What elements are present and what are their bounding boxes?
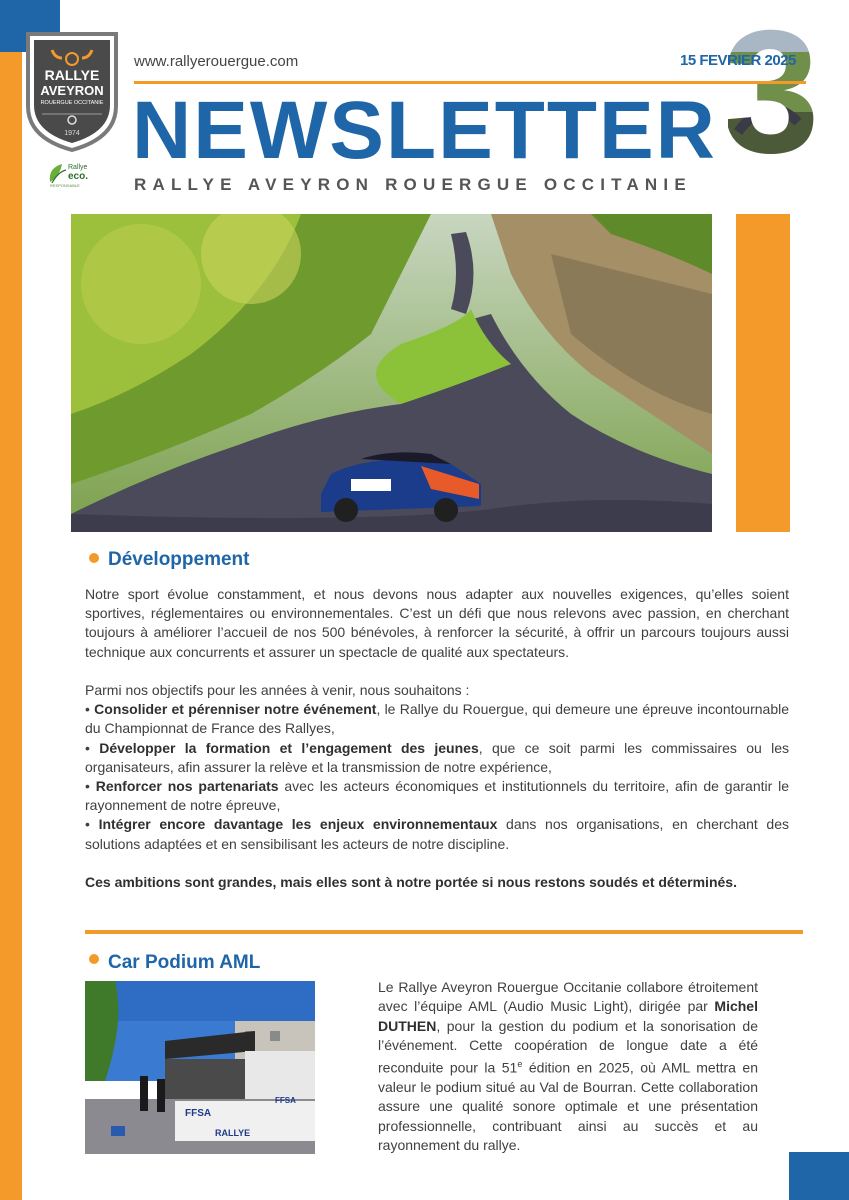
objective-bold: Consolider et pérenniser notre événement: [94, 701, 377, 718]
site-url-link[interactable]: www.rallyerouergue.com: [134, 53, 299, 70]
bullet-glyph: •: [85, 739, 100, 756]
section-title-car-podium: Car Podium AML: [108, 952, 261, 973]
eco-logo-line1: Rallye: [68, 164, 88, 171]
section-title-developpement: Développement: [108, 549, 250, 570]
objective-bold: Intégrer encore davantage les enjeux environnementaux: [98, 816, 498, 833]
photo-banner-ffsa: FFSA: [185, 1108, 212, 1119]
logo-line3: ROUERGUE OCCITANIE: [40, 100, 104, 106]
developpement-body: [85, 585, 789, 892]
eco-responsable-logo: [46, 160, 106, 188]
left-orange-stripe: [0, 52, 22, 1200]
header-divider: [134, 81, 806, 84]
newsletter-subtitle: RALLYE AVEYRON ROUERGUE OCCITANIE: [134, 175, 692, 194]
bullet-glyph: •: [85, 701, 95, 718]
logo-year: 1974: [64, 130, 80, 137]
hero-photo-rally-car: [71, 214, 712, 532]
objectives-intro: Parmi nos objectifs pour les années à venir, nous souhaitons :: [85, 682, 470, 698]
car-text-sup: e: [517, 1059, 523, 1070]
rallye-aveyron-logo[interactable]: [22, 28, 122, 154]
objective-text: , que ce soit parmi les commissaires ou les organisateurs, afin assurer la relève et la transmission de notre expérience,: [85, 739, 790, 775]
objective-bold: Renforcer nos partenariats: [95, 778, 279, 795]
objective-item: [85, 815, 789, 853]
objective-item: [85, 777, 789, 815]
objective-item: [85, 739, 789, 777]
bottom-blue-block: [789, 1152, 849, 1200]
eco-logo-line3: RESPONSABLE: [50, 183, 80, 188]
newsletter-title: NEWSLETTER: [132, 85, 717, 176]
objective-text: , le Rallye du Rouergue, qui demeure une épreuve incontournable du Championnat de France des Rallyes,: [85, 701, 790, 737]
car-text-part2: , pour la gestion du podium et la sonorisation de l’événement. Cette coopération de longue date a été reconduite pour la 51: [378, 1017, 758, 1076]
objective-item: [85, 700, 789, 738]
intro-paragraph: Notre sport évolue constamment, et nous devons nous adapter aux nouvelles exigences, qu’elles soient sportives, réglementaires ou environnementales. C’est un défi que nous relevons avec passion, en cherchant toujours à améliorer l’accueil de nos 500 bénévoles, à renforcer la sécurité, à offrir un parcours toujours aussi technique aux concurrents et assurer un spectacle de qualité aux spectateurs.: [85, 586, 789, 660]
issue-date: 15 FEVRIER 2025: [680, 52, 796, 69]
objective-text: dans nos organisations, en cherchant des solutions adaptées et en sensibilisant les acteurs de notre discipline.: [85, 816, 790, 852]
photo-banner-rallye: RALLYE: [215, 1128, 251, 1138]
car-text-part1: Le Rallye Aveyron Rouergue Occitanie collabore étroitement avec l’équipe AML (Audio Music Light), dirigée par: [378, 979, 758, 1015]
objective-bold: Développer la formation et l’engagement des jeunes: [99, 739, 479, 756]
logo-line2: AVEYRON: [40, 83, 104, 98]
objective-text: avec les acteurs économiques et institutionnels du territoire, afin de garantir le rayonnement de notre épreuve,: [85, 778, 789, 814]
car-podium-photo: [85, 981, 315, 1154]
bullet-glyph: •: [85, 778, 96, 795]
car-text-part3: édition en 2025, où AML mettra en valeur le podium situé au Val de Bourran. Cette collaboration assure une qualité sonore optimale et une présentation professionnelle, contribuant ainsi au succès et au rayonnement du rallye.: [378, 1059, 759, 1154]
section-bullet: [89, 553, 99, 563]
car-text-name: Michel DUTHEN: [378, 998, 758, 1034]
section-divider: [85, 930, 803, 934]
logo-line1: RALLYE: [44, 67, 100, 83]
bullet-glyph: •: [85, 816, 99, 833]
right-orange-block: [736, 214, 790, 532]
conclusion-text: Ces ambitions sont grandes, mais elles sont à notre portée si nous restons soudés et déterminés.: [85, 874, 737, 891]
car-podium-body: [378, 978, 758, 1155]
eco-logo-line2: eco.: [68, 171, 89, 182]
issue-number-graphic: [728, 12, 814, 168]
photo-banner-ffsa-2: FFSA: [275, 1096, 296, 1105]
section-bullet: [89, 954, 99, 964]
